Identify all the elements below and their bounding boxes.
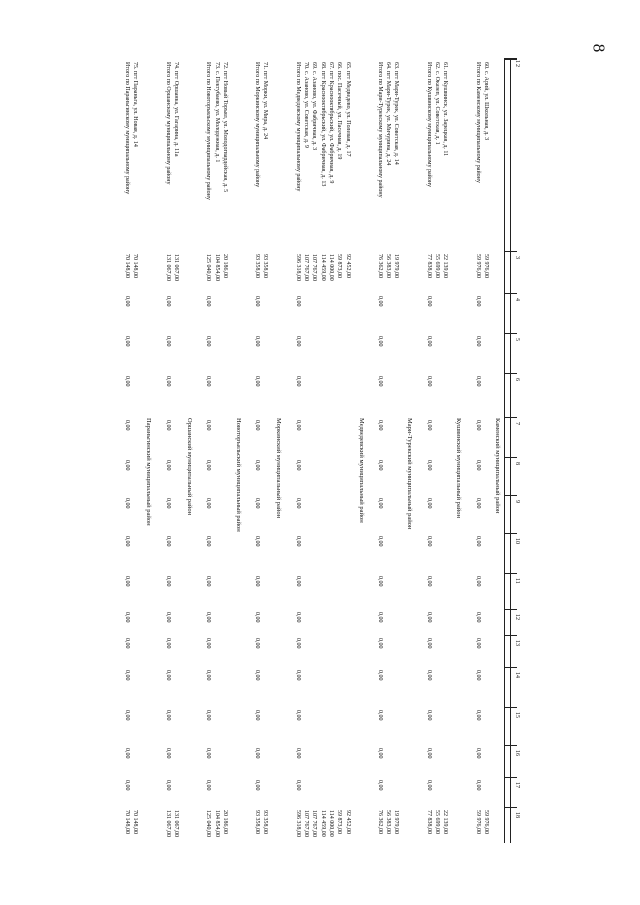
total-row xyxy=(372,58,383,843)
column-number: 11 xyxy=(514,578,520,584)
cell-c8: 0,00 xyxy=(294,460,301,471)
cell-c3: 20 186,00 xyxy=(221,254,228,278)
cell-c4: 0,00 xyxy=(294,296,301,307)
row-label: Итого по Медведевскому муниципальному району xyxy=(294,62,301,192)
cell-c9: 0,00 xyxy=(205,498,212,509)
column-number: 6 xyxy=(514,378,520,381)
cell-c8: 0,00 xyxy=(474,460,481,471)
column-divider xyxy=(505,333,517,334)
cell-c7: 0,00 xyxy=(294,420,301,431)
total-row xyxy=(200,58,211,843)
cell-c11: 0,00 xyxy=(254,576,261,587)
cell-c5: 0,00 xyxy=(124,336,131,347)
cell-c15: 0,00 xyxy=(205,710,212,721)
cell-c9: 0,00 xyxy=(294,498,301,509)
cell-c16: 0,00 xyxy=(164,748,171,759)
cell-c18: 19 979,00 xyxy=(393,810,400,834)
column-number: 16 xyxy=(514,750,520,756)
cell-c3: 59 976,00 xyxy=(474,254,481,278)
cell-c4: 0,00 xyxy=(425,296,432,307)
cell-c5: 0,00 xyxy=(474,336,481,347)
section-title: Новоторъяльский муниципальный район xyxy=(234,418,242,532)
cell-c8: 0,00 xyxy=(205,460,212,471)
row-label: Итого по Параньгинскому муниципальному району xyxy=(124,62,131,195)
cell-c18: 55 699,00 xyxy=(434,810,441,834)
row-label: 74. пгт Оршанка, ул. Гагарина, д. 11а xyxy=(173,62,179,157)
cell-c11: 0,00 xyxy=(376,576,383,587)
cell-c10: 0,00 xyxy=(294,536,301,547)
cell-c14: 0,00 xyxy=(205,670,212,681)
cell-c4: 0,00 xyxy=(254,296,261,307)
row-label: 73. с. Пектубаево, ул. Молодежная, д. 1 xyxy=(213,62,220,163)
cell-c18: 125 040,00 xyxy=(205,810,212,837)
cell-c11: 0,00 xyxy=(205,576,212,587)
cell-c3: 104 854,00 xyxy=(213,254,220,281)
section-title: Кушвинский муниципальный район xyxy=(455,418,463,518)
cell-c18: 114 459,00 xyxy=(319,810,326,837)
cell-c11: 0,00 xyxy=(164,576,171,587)
cell-c16: 0,00 xyxy=(124,748,131,759)
section-title: Параньгинский муниципальный район xyxy=(145,418,153,526)
cell-c14: 0,00 xyxy=(124,670,131,681)
cell-c18: 20 186,00 xyxy=(221,810,228,834)
cell-c8: 0,00 xyxy=(124,460,131,471)
column-number: 9 xyxy=(514,500,520,503)
cell-c6: 0,00 xyxy=(474,376,481,387)
cell-c5: 0,00 xyxy=(164,336,171,347)
cell-c7: 0,00 xyxy=(164,420,171,431)
row-label: Итого по Оршанскому муниципальному району xyxy=(164,62,171,185)
cell-c3: 596 318,00 xyxy=(294,254,301,281)
cell-c13: 0,00 xyxy=(425,638,432,649)
column-number: 5 xyxy=(514,338,520,341)
row-label: Итого по Мари-Турекскому муниципальному району xyxy=(376,62,383,198)
column-divider xyxy=(505,609,517,610)
cell-c8: 0,00 xyxy=(425,460,432,471)
column-divider xyxy=(505,293,517,294)
rotated-table-sheet xyxy=(108,58,523,843)
cell-c18: 114 000,00 xyxy=(328,810,334,837)
cell-c4: 0,00 xyxy=(164,296,171,307)
cell-c18: 596 318,00 xyxy=(294,810,301,837)
cell-c4: 0,00 xyxy=(474,296,481,307)
cell-c6: 0,00 xyxy=(376,376,383,387)
section-title: Моркинский муниципальный район xyxy=(275,418,283,519)
column-number: 17 xyxy=(514,782,520,788)
cell-c10: 0,00 xyxy=(254,536,261,547)
cell-c18: 107 767,00 xyxy=(303,810,310,837)
cell-c10: 0,00 xyxy=(205,536,212,547)
cell-c8: 0,00 xyxy=(376,460,383,471)
cell-c9: 0,00 xyxy=(474,498,481,509)
cell-c3: 114 459,00 xyxy=(319,254,326,281)
cell-c3: 92 452,00 xyxy=(344,254,351,278)
cell-c16: 0,00 xyxy=(294,748,301,759)
cell-c8: 0,00 xyxy=(254,460,261,471)
cell-c10: 0,00 xyxy=(164,536,171,547)
row-label: 69. с. Азаново, ул. Фабричная, д. 3 xyxy=(311,62,318,151)
cell-c18: 70 148,00 xyxy=(124,810,131,834)
cell-c3: 114 000,00 xyxy=(328,254,334,281)
cell-c3: 76 362,00 xyxy=(376,254,383,278)
cell-c11: 0,00 xyxy=(425,576,432,587)
total-row xyxy=(119,58,130,843)
cell-c18: 22 139,00 xyxy=(442,810,449,834)
section-title: Мари-Турекский муниципальный район xyxy=(406,418,414,530)
cell-c17: 0,00 xyxy=(376,780,383,791)
column-divider xyxy=(505,745,517,746)
row-label: Итого по Моркинскому муниципальному району xyxy=(254,62,261,188)
cell-c18: 131 067,00 xyxy=(164,810,171,837)
cell-c14: 0,00 xyxy=(376,670,383,681)
cell-c13: 0,00 xyxy=(124,638,131,649)
cell-c7: 0,00 xyxy=(205,420,212,431)
column-number: 18 xyxy=(514,812,520,818)
cell-c4: 0,00 xyxy=(205,296,212,307)
header-rule xyxy=(510,58,511,843)
cell-c15: 0,00 xyxy=(474,710,481,721)
cell-c6: 0,00 xyxy=(205,376,212,387)
cell-c13: 0,00 xyxy=(474,638,481,649)
column-divider xyxy=(505,373,517,374)
cell-c6: 0,00 xyxy=(164,376,171,387)
cell-c13: 0,00 xyxy=(164,638,171,649)
cell-c14: 0,00 xyxy=(164,670,171,681)
column-divider xyxy=(505,457,517,458)
column-number: 13 xyxy=(514,640,520,646)
cell-c11: 0,00 xyxy=(294,576,301,587)
cell-c5: 0,00 xyxy=(294,336,301,347)
cell-c7: 0,00 xyxy=(425,420,432,431)
cell-c18: 59 976,00 xyxy=(474,810,481,834)
cell-c3: 55 699,00 xyxy=(434,254,441,278)
row-label: 63. пгт Мари-Турек, ул. Советская, д. 14 xyxy=(393,62,400,165)
row-label: 67. пгт Краснооктябрьский, ул. Фабричная, д. 9 xyxy=(328,62,334,184)
cell-c8: 0,00 xyxy=(164,460,171,471)
cell-c9: 0,00 xyxy=(254,498,261,509)
column-number: 7 xyxy=(514,422,520,425)
cell-c15: 0,00 xyxy=(294,710,301,721)
cell-c7: 0,00 xyxy=(254,420,261,431)
cell-c17: 0,00 xyxy=(294,780,301,791)
cell-c3: 70 148,00 xyxy=(132,254,139,278)
cell-c18: 93 358,00 xyxy=(254,810,261,834)
cell-c6: 0,00 xyxy=(124,376,131,387)
cell-c12: 0,00 xyxy=(294,612,301,623)
cell-c7: 0,00 xyxy=(376,420,383,431)
cell-c10: 0,00 xyxy=(124,536,131,547)
budget-table xyxy=(108,58,523,843)
header-rule-lower xyxy=(504,58,505,843)
cell-c18: 59 873,00 xyxy=(336,810,343,834)
cell-c5: 0,00 xyxy=(205,336,212,347)
column-divider xyxy=(505,251,517,252)
cell-c3: 131 067,00 xyxy=(164,254,171,281)
cell-c13: 0,00 xyxy=(254,638,261,649)
column-divider xyxy=(505,573,517,574)
section-title: Медведевский муниципальный район xyxy=(357,418,365,523)
cell-c17: 0,00 xyxy=(254,780,261,791)
cell-c7: 0,00 xyxy=(124,420,131,431)
row-label: 65. пгт Медведево, ул. Полевая, д. 17 xyxy=(344,62,351,157)
row-label: Итого по Каменскому муниципальному району xyxy=(474,62,481,183)
cell-c12: 0,00 xyxy=(205,612,212,623)
cell-c3: 70 148,00 xyxy=(124,254,131,278)
row-label: 60. с. Арий, ул. Школьная, д. 3 xyxy=(483,62,489,141)
total-row xyxy=(290,58,301,843)
cell-c3: 125 040,00 xyxy=(205,254,212,281)
cell-c16: 0,00 xyxy=(376,748,383,759)
cell-c12: 0,00 xyxy=(376,612,383,623)
cell-c3: 131 067,00 xyxy=(173,254,179,281)
cell-c4: 0,00 xyxy=(376,296,383,307)
row-label: 71. пгт Морки, ул. Мира, д. 24 xyxy=(262,62,269,140)
cell-c3: 77 838,00 xyxy=(425,254,432,278)
cell-c3: 56 383,00 xyxy=(385,254,392,278)
total-row xyxy=(470,58,481,843)
row-label: 72. пгт Новый Торъял, ул. Молодогвардейская, д. 5 xyxy=(221,62,228,193)
column-number: 4 xyxy=(514,298,520,301)
cell-c3: 107 767,00 xyxy=(303,254,310,281)
cell-c15: 0,00 xyxy=(425,710,432,721)
cell-c14: 0,00 xyxy=(425,670,432,681)
total-row xyxy=(249,58,260,843)
row-label: 70. с. Азаново, ул. Советская, д. 9 xyxy=(303,62,310,148)
cell-c3: 93 358,00 xyxy=(262,254,269,278)
total-row xyxy=(421,58,432,843)
cell-c14: 0,00 xyxy=(474,670,481,681)
cell-c16: 0,00 xyxy=(474,748,481,759)
cell-c10: 0,00 xyxy=(474,536,481,547)
column-number: 10 xyxy=(514,538,520,544)
cell-c5: 0,00 xyxy=(254,336,261,347)
column-divider xyxy=(505,495,517,496)
cell-c11: 0,00 xyxy=(474,576,481,587)
cell-c17: 0,00 xyxy=(425,780,432,791)
cell-c12: 0,00 xyxy=(474,612,481,623)
column-number: 8 xyxy=(514,462,520,465)
row-label: Итого по Кушвинскому муниципальному району xyxy=(425,62,432,188)
cell-c16: 0,00 xyxy=(254,748,261,759)
cell-c18: 56 383,00 xyxy=(385,810,392,834)
column-number: 1 xyxy=(514,60,520,63)
row-label: 64. пгт Мари-Турек, ул. Мичурина, д. 24 xyxy=(385,62,392,166)
cell-c18: 77 838,00 xyxy=(425,810,432,834)
cell-c6: 0,00 xyxy=(254,376,261,387)
cell-c5: 0,00 xyxy=(376,336,383,347)
column-divider xyxy=(505,635,517,636)
cell-c18: 70 148,00 xyxy=(132,810,139,834)
column-divider xyxy=(505,667,517,668)
cell-c13: 0,00 xyxy=(205,638,212,649)
row-label: 61. пгт Кушвинск, ул. Зарецкая, д. 11 xyxy=(442,62,449,157)
row-label: 68. пгт Краснооктябрьский, ул. Фабричная, д. 13 xyxy=(319,62,326,187)
column-number: 15 xyxy=(514,712,520,718)
row-label: 75. пгт Параньга, ул. Новая, д. 14 xyxy=(132,62,139,147)
cell-c15: 0,00 xyxy=(254,710,261,721)
column-divider xyxy=(505,707,517,708)
cell-c5: 0,00 xyxy=(425,336,432,347)
cell-c10: 0,00 xyxy=(425,536,432,547)
cell-c18: 59 976,00 xyxy=(483,810,489,834)
row-label: Итого по Новоторъяльскому муниципальному району xyxy=(205,62,212,200)
cell-c17: 0,00 xyxy=(124,780,131,791)
cell-c16: 0,00 xyxy=(205,748,212,759)
cell-c9: 0,00 xyxy=(425,498,432,509)
cell-c17: 0,00 xyxy=(164,780,171,791)
cell-c7: 0,00 xyxy=(474,420,481,431)
cell-c13: 0,00 xyxy=(376,638,383,649)
column-divider xyxy=(505,417,517,418)
cell-c6: 0,00 xyxy=(294,376,301,387)
cell-c3: 22 139,00 xyxy=(442,254,449,278)
column-divider xyxy=(505,533,517,534)
cell-c18: 104 854,00 xyxy=(213,810,220,837)
cell-c13: 0,00 xyxy=(294,638,301,649)
column-number: 2 xyxy=(514,64,520,67)
total-row xyxy=(160,58,171,843)
cell-c12: 0,00 xyxy=(164,612,171,623)
cell-c9: 0,00 xyxy=(376,498,383,509)
row-label: 62. с. Оказеп, ул. Советская, д. 1 xyxy=(434,62,441,145)
cell-c9: 0,00 xyxy=(164,498,171,509)
cell-c12: 0,00 xyxy=(254,612,261,623)
cell-c3: 19 979,00 xyxy=(393,254,400,278)
cell-c3: 107 767,00 xyxy=(311,254,318,281)
cell-c17: 0,00 xyxy=(205,780,212,791)
cell-c18: 92 452,00 xyxy=(344,810,351,834)
column-number: 3 xyxy=(514,256,520,259)
cell-c11: 0,00 xyxy=(124,576,131,587)
row-label: 66. пос. Пасечный, ул. Пасечная, д. 19 xyxy=(336,62,343,160)
cell-c15: 0,00 xyxy=(124,710,131,721)
cell-c12: 0,00 xyxy=(124,612,131,623)
cell-c15: 0,00 xyxy=(164,710,171,721)
cell-c14: 0,00 xyxy=(254,670,261,681)
section-title: Оршанский муниципальный район xyxy=(186,418,193,516)
cell-c3: 59 873,00 xyxy=(336,254,343,278)
column-number: 12 xyxy=(514,614,520,620)
cell-c10: 0,00 xyxy=(376,536,383,547)
column-divider xyxy=(505,59,517,60)
column-divider xyxy=(505,777,517,778)
cell-c18: 131 067,00 xyxy=(173,810,179,837)
cell-c3: 93 358,00 xyxy=(254,254,261,278)
cell-c14: 0,00 xyxy=(294,670,301,681)
cell-c6: 0,00 xyxy=(425,376,432,387)
cell-c17: 0,00 xyxy=(474,780,481,791)
cell-c18: 107 767,00 xyxy=(311,810,318,837)
cell-c9: 0,00 xyxy=(124,498,131,509)
cell-c3: 59 976,00 xyxy=(483,254,489,278)
column-divider xyxy=(505,807,517,808)
cell-c4: 0,00 xyxy=(124,296,131,307)
cell-c15: 0,00 xyxy=(376,710,383,721)
cell-c16: 0,00 xyxy=(425,748,432,759)
cell-c18: 93 358,00 xyxy=(262,810,269,834)
cell-c18: 76 362,00 xyxy=(376,810,383,834)
section-title: Каменский муниципальный район xyxy=(494,418,501,514)
cell-c12: 0,00 xyxy=(425,612,432,623)
page-number: 8 xyxy=(589,43,609,53)
column-number: 14 xyxy=(514,672,520,678)
